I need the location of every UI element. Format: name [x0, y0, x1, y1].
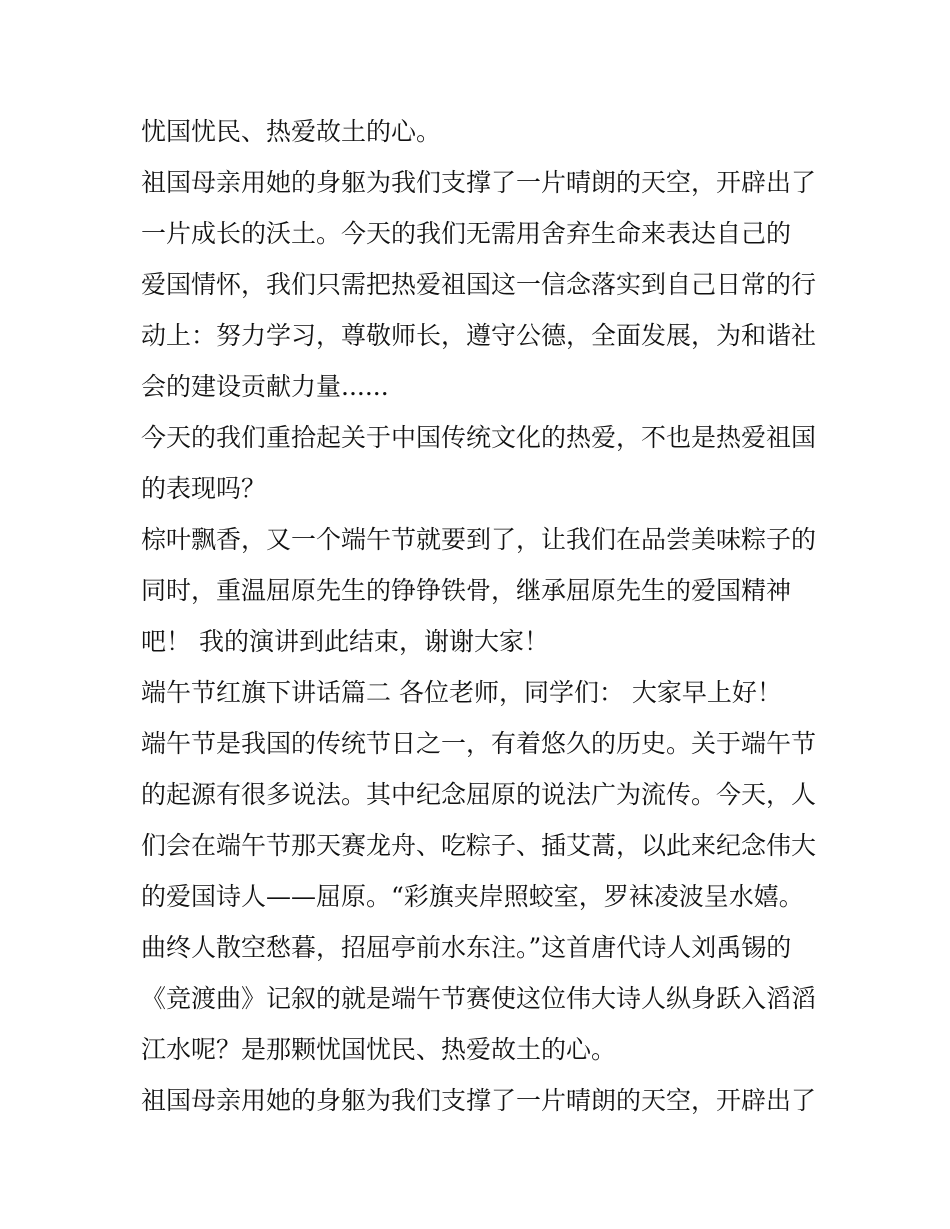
text-line: 棕叶飘香，又一个端午节就要到了，让我们在品尝美味粽子的 [141, 525, 817, 554]
text-line: 一片成长的沃土。今天的我们无需用舍弃生命来表达自己的 [141, 219, 792, 248]
section-heading-line: 端午节红旗下讲话篇二 各位老师，同学们： 大家早上好！ [141, 678, 782, 707]
text-line: 爱国情怀，我们只需把热爱祖国这一信念落实到自己日常的行 [141, 270, 817, 299]
document-body [141, 106, 821, 1126]
text-line: 会的建设贡献力量...... [141, 372, 389, 401]
text-line: 江水呢？是那颗忧国忧民、热爱故土的心。 [141, 1035, 617, 1064]
text-line: 吧！ 我的演讲到此结束，谢谢大家！ [141, 627, 549, 656]
text-line: 祖国母亲用她的身躯为我们支撑了一片晴朗的天空，开辟出了 [141, 1086, 817, 1115]
text-line: 的表现吗？ [141, 474, 267, 503]
text-line: 端午节是我国的传统节日之一，有着悠久的历史。关于端午节 [141, 729, 817, 758]
text-line: 动上：努力学习，尊敬师长，遵守公德，全面发展，为和谐社 [141, 321, 817, 350]
text-line: 同时，重温屈原先生的铮铮铁骨，继承屈原先生的爱国精神 [141, 576, 792, 605]
text-line: 曲终人散空愁暮，招屈亭前水东注。”这首唐代诗人刘禹锡的 [141, 933, 792, 962]
text-line: 们会在端午节那天赛龙舟、吃粽子、插艾蒿，以此来纪念伟大 [141, 831, 817, 860]
text-line: 《竞渡曲》记叙的就是端午节赛使这位伟大诗人纵身跃入滔滔 [141, 984, 817, 1013]
text-line: 忧国忧民、热爱故土的心。 [141, 117, 442, 146]
text-line: 祖国母亲用她的身躯为我们支撑了一片晴朗的天空，开辟出了 [141, 168, 817, 197]
text-line: 的爱国诗人——屈原。“彩旗夹岸照蛟室，罗袜凌波呈水嬉。 [141, 882, 804, 911]
text-line: 的起源有很多说法。其中纪念屈原的说法广为流传。今天，人 [141, 780, 817, 809]
text-line: 今天的我们重拾起关于中国传统文化的热爱，不也是热爱祖国 [141, 423, 817, 452]
